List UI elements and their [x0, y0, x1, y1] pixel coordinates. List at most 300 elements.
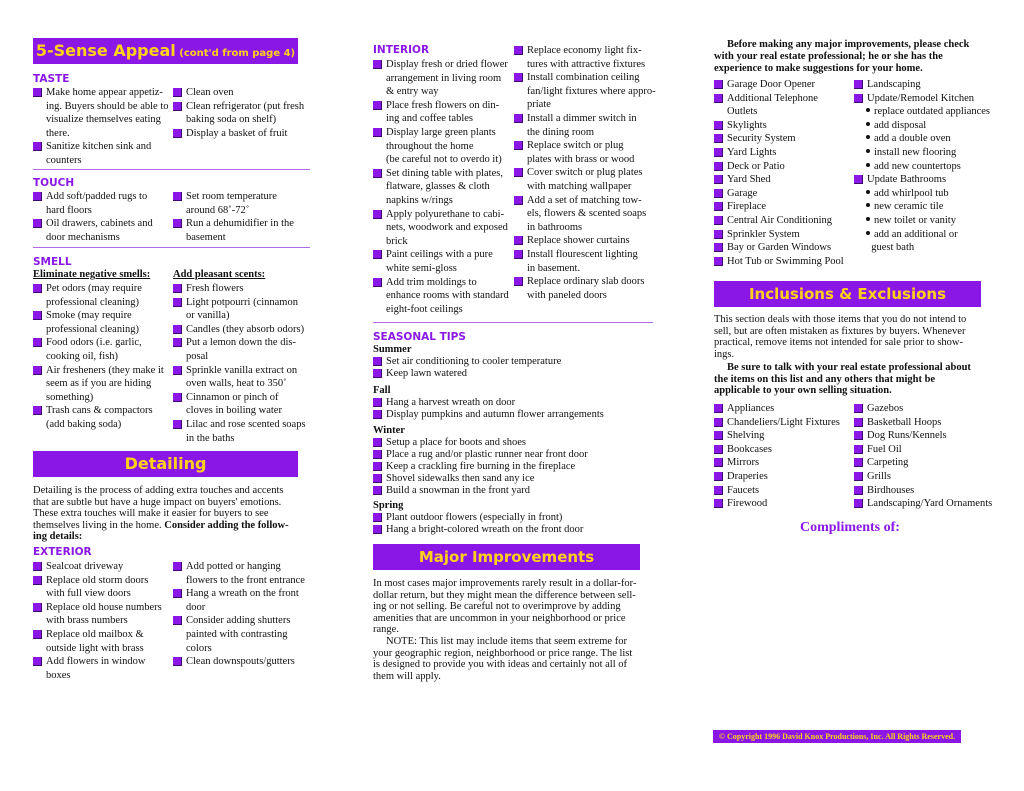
- checkbox-icon[interactable]: [173, 88, 182, 97]
- item-label: Build a snowman in the front yard: [386, 485, 531, 496]
- list-item[interactable]: [514, 248, 656, 275]
- compliments-label: Compliments of:: [800, 520, 900, 535]
- checkbox-icon[interactable]: [714, 243, 723, 252]
- list-item[interactable]: [373, 167, 515, 208]
- list-item[interactable]: [33, 655, 173, 682]
- item-label: Appliances: [727, 403, 775, 414]
- item-label: Light potpourri (cinnamon or vanilla): [186, 296, 298, 322]
- season-fall: Fall: [373, 385, 391, 396]
- item-label: Set air conditioning to cooler temperature: [386, 356, 562, 367]
- item-label: Sealcoat driveway: [46, 561, 124, 572]
- list-item[interactable]: [33, 309, 173, 336]
- item-label: Security System: [727, 133, 796, 145]
- checkbox-icon[interactable]: [714, 486, 723, 495]
- checkbox-icon[interactable]: [714, 202, 723, 211]
- list-item[interactable]: [514, 112, 656, 139]
- list-item[interactable]: [514, 234, 656, 248]
- list-item[interactable]: [173, 100, 313, 127]
- list-item[interactable]: [714, 78, 854, 92]
- list-item[interactable]: [854, 443, 1004, 457]
- checkbox-icon[interactable]: [854, 486, 863, 495]
- checkbox-icon[interactable]: [714, 121, 723, 130]
- list-item[interactable]: [854, 173, 994, 187]
- checkbox-icon[interactable]: [854, 418, 863, 427]
- checkbox-icon[interactable]: [714, 257, 723, 266]
- list-item[interactable]: [173, 587, 313, 614]
- item-label: Clean refrigerator (put fresh baking soda on shelf): [186, 100, 305, 126]
- checkbox-icon[interactable]: [854, 94, 863, 103]
- list-item[interactable]: [714, 429, 854, 443]
- list-item[interactable]: [33, 628, 173, 655]
- list-item[interactable]: [714, 456, 854, 470]
- list-item[interactable]: [33, 282, 173, 309]
- checkbox-icon[interactable]: [373, 398, 382, 407]
- checkbox-icon[interactable]: [33, 630, 42, 639]
- checkbox-icon[interactable]: [514, 196, 523, 205]
- list-item[interactable]: [173, 364, 313, 391]
- list-item[interactable]: [714, 132, 854, 146]
- item-label: Cover switch or plug plates with matching wallpaper: [527, 167, 643, 192]
- checkbox-icon[interactable]: [714, 216, 723, 225]
- list-item[interactable]: [33, 140, 173, 167]
- item-label: Replace old storm doors with full view doors: [46, 574, 149, 600]
- checkbox-icon[interactable]: [33, 142, 42, 151]
- list-item[interactable]: [714, 146, 854, 160]
- checkbox-icon[interactable]: [714, 418, 723, 427]
- intro-text: Before making any major improvements, please check: [727, 39, 970, 50]
- checkbox-icon[interactable]: [514, 168, 523, 177]
- item-label: Add potted or hanging flowers to the front entrance: [186, 561, 305, 586]
- item-label: Landscaping: [867, 79, 921, 90]
- list-item[interactable]: [373, 408, 653, 422]
- checkbox-icon[interactable]: [854, 431, 863, 440]
- checkbox-icon[interactable]: [714, 80, 723, 89]
- checkbox-icon[interactable]: [854, 404, 863, 413]
- item-label: Add trim moldings to enhance rooms with standard eight-foot ceilings: [386, 276, 509, 315]
- list-item[interactable]: [854, 429, 1004, 443]
- list-item[interactable]: [373, 523, 653, 537]
- section-divider: [33, 169, 310, 170]
- heading-smell: SMELL: [33, 256, 72, 268]
- list-item[interactable]: [173, 282, 313, 296]
- heading-touch: TOUCH: [33, 177, 75, 189]
- item-label: Faucets: [727, 484, 760, 496]
- checkbox-icon[interactable]: [514, 114, 523, 123]
- item-label: Clean oven: [186, 87, 234, 98]
- list-item[interactable]: [173, 296, 313, 323]
- list-item[interactable]: [33, 560, 173, 574]
- checkbox-icon[interactable]: [714, 162, 723, 171]
- item-label: Basketball Hoops: [867, 416, 942, 428]
- item-label: Keep lawn watered: [386, 368, 468, 379]
- copyright-notice: © Copyright 1996 David Knox Productions, Inc. All Rights Reserved.: [713, 730, 961, 743]
- item-label: Dog Runs/Kennels: [867, 430, 947, 442]
- item-label: Birdhouses: [867, 484, 915, 496]
- checkbox-icon[interactable]: [173, 325, 182, 334]
- item-label: Clean downspouts/gutters: [186, 656, 295, 668]
- checkbox-icon[interactable]: [373, 525, 382, 534]
- list-item[interactable]: [714, 241, 854, 255]
- list-item[interactable]: [33, 86, 173, 140]
- item-label: Lilac and rose scented soaps in the baths: [186, 419, 306, 444]
- list-item[interactable]: [514, 275, 656, 302]
- checkbox-icon[interactable]: [33, 192, 42, 201]
- major-paragraph: range.: [373, 624, 399, 636]
- list-item[interactable]: [714, 119, 854, 133]
- list-item[interactable]: [514, 139, 656, 166]
- list-item[interactable]: [714, 187, 854, 201]
- item-label: Grills: [867, 471, 891, 482]
- bullet-item: add disposal: [866, 119, 996, 133]
- checkbox-icon[interactable]: [373, 101, 382, 110]
- item-label: Apply polyurethane to cabi- nets, woodwork and exposed brick: [386, 208, 508, 247]
- list-item[interactable]: [714, 200, 854, 214]
- list-item[interactable]: [714, 402, 854, 416]
- checkbox-icon[interactable]: [33, 219, 42, 228]
- major-paragraph: amenities that are uncommon in your neighborhood or price: [373, 612, 626, 624]
- list-item[interactable]: [714, 160, 854, 174]
- checkbox-icon[interactable]: [373, 462, 382, 471]
- detailing-emphasis: Consider adding the follow-: [161, 519, 289, 531]
- item-label: Sprinkle vanilla extract on oven walls, heat to 350˚: [186, 364, 298, 390]
- item-label: Set room temperature around 68˚-72˚: [186, 191, 277, 216]
- checkbox-icon[interactable]: [33, 406, 42, 415]
- checkbox-icon[interactable]: [173, 129, 182, 138]
- item-label: Hang a wreath on the front door: [186, 588, 299, 613]
- checkbox-icon[interactable]: [714, 230, 723, 239]
- checkbox-icon[interactable]: [514, 141, 523, 150]
- checkbox-icon[interactable]: [714, 148, 723, 157]
- item-label: Fresh flowers: [186, 283, 244, 294]
- checkbox-icon[interactable]: [854, 499, 863, 508]
- list-item[interactable]: [714, 497, 854, 511]
- list-item[interactable]: [854, 416, 1004, 430]
- checkbox-icon[interactable]: [33, 366, 42, 375]
- list-item[interactable]: [854, 497, 1004, 511]
- checkbox-icon[interactable]: [714, 189, 723, 198]
- item-label: Hang a bright-colored wreath on the front door: [386, 524, 584, 535]
- list-item[interactable]: [173, 86, 313, 100]
- item-label: Install flourescent lighting in basement.: [527, 249, 638, 274]
- checkbox-icon[interactable]: [854, 445, 863, 454]
- list-item[interactable]: [33, 404, 173, 431]
- item-label: Gazebos: [867, 403, 904, 414]
- item-label: Keep a crackling fire burning in the fireplace: [386, 461, 576, 472]
- list-item[interactable]: [33, 336, 173, 363]
- item-label: Replace switch or plug plates with brass or wood: [527, 140, 635, 165]
- checkbox-icon[interactable]: [373, 210, 382, 219]
- checkbox-icon[interactable]: [33, 88, 42, 97]
- list-item[interactable]: [514, 194, 656, 235]
- item-label: Place a rug and/or plastic runner near front door: [386, 449, 588, 460]
- list-item[interactable]: [373, 248, 515, 275]
- checkbox-icon[interactable]: [514, 73, 523, 82]
- list-item[interactable]: [854, 92, 994, 106]
- checkbox-icon[interactable]: [33, 603, 42, 612]
- list-item[interactable]: [514, 44, 656, 71]
- checkbox-icon[interactable]: [173, 338, 182, 347]
- list-item[interactable]: [173, 655, 313, 669]
- list-item[interactable]: [373, 484, 653, 498]
- list-item[interactable]: [373, 276, 515, 317]
- item-label: Firewood: [727, 498, 768, 510]
- list-item[interactable]: [714, 214, 854, 228]
- checkbox-icon[interactable]: [173, 616, 182, 625]
- list-item[interactable]: [173, 217, 313, 244]
- major-paragraph: dollar return, but they might mean the difference between sell-: [373, 589, 636, 601]
- list-item[interactable]: [173, 323, 313, 337]
- list-item[interactable]: [714, 484, 854, 498]
- checkbox-icon[interactable]: [514, 236, 523, 245]
- item-label: Display pumpkins and autumn flower arrangements: [386, 409, 604, 420]
- list-item[interactable]: [514, 71, 656, 112]
- list-item[interactable]: [714, 416, 854, 430]
- checkbox-icon[interactable]: [173, 366, 182, 375]
- major-paragraph: your geographic region, neighborhood or price range. The list: [373, 647, 633, 659]
- item-label: Update Bathrooms: [867, 174, 947, 186]
- checkbox-icon[interactable]: [33, 657, 42, 666]
- checkbox-icon[interactable]: [373, 410, 382, 419]
- bullet-item: replace outdated appliances: [866, 105, 996, 119]
- checkbox-icon[interactable]: [173, 657, 182, 666]
- intro-text: with your real estate professional; he or she has the: [714, 51, 943, 62]
- smell-subheading-eliminate: Eliminate negative smells:: [33, 269, 151, 280]
- major-paragraph: them will apply.: [373, 670, 441, 682]
- item-label: Install combination ceiling fan/light fixtures where appro- priate: [527, 72, 656, 111]
- item-label: Trash cans & compactors (add baking soda): [46, 405, 153, 430]
- item-label: Replace old house numbers with brass numbers: [46, 601, 162, 627]
- detailing-paragraph: These extra touches will make it easier for buyers to see: [33, 508, 269, 520]
- season-winter: Winter: [373, 425, 405, 436]
- item-label: Additional Telephone Outlets: [727, 92, 818, 118]
- checkbox-icon[interactable]: [714, 431, 723, 440]
- checkbox-icon[interactable]: [854, 80, 863, 89]
- item-label: Fireplace: [727, 201, 767, 213]
- checkbox-icon[interactable]: [373, 450, 382, 459]
- item-label: Sprinkler System: [727, 228, 800, 240]
- checkbox-icon[interactable]: [714, 445, 723, 454]
- list-item[interactable]: [373, 126, 515, 167]
- checkbox-icon[interactable]: [714, 94, 723, 103]
- item-label: Consider adding shutters painted with contrasting colors: [186, 615, 291, 654]
- list-item[interactable]: [714, 228, 854, 242]
- item-label: Set dining table with plates, flatware, glasses & cloth napkins w/rings: [386, 167, 503, 206]
- checkbox-icon[interactable]: [33, 338, 42, 347]
- list-item[interactable]: [714, 92, 854, 119]
- list-item[interactable]: [854, 484, 1004, 498]
- list-item[interactable]: [714, 255, 854, 269]
- checkbox-icon[interactable]: [854, 175, 863, 184]
- checkbox-icon[interactable]: [714, 404, 723, 413]
- list-item[interactable]: [714, 443, 854, 457]
- list-item[interactable]: [714, 470, 854, 484]
- intro-text: experience to make suggestions for your home.: [714, 63, 923, 74]
- item-label: Shovel sidewalks then sand any ice: [386, 473, 535, 484]
- heading-seasonal-tips: SEASONAL TIPS: [373, 331, 466, 343]
- checkbox-icon[interactable]: [373, 357, 382, 366]
- checkbox-icon[interactable]: [173, 219, 182, 228]
- item-label: Add flowers in window boxes: [46, 656, 146, 681]
- list-item[interactable]: [514, 166, 656, 193]
- item-label: Replace old mailbox & outside light with brass: [46, 629, 144, 654]
- item-label: Mirrors: [727, 457, 760, 469]
- item-label: Hot Tub or Swimming Pool: [727, 255, 844, 267]
- item-label: Add soft/padded rugs to hard floors: [46, 191, 148, 216]
- banner-5-sense-appeal: 5-Sense Appeal (cont'd from page 4): [33, 38, 298, 64]
- checkbox-icon[interactable]: [173, 284, 182, 293]
- item-label: Plant outdoor flowers (especially in front): [386, 512, 563, 523]
- item-label: Draperies: [727, 471, 768, 482]
- list-item[interactable]: [373, 208, 515, 249]
- checkbox-icon[interactable]: [173, 393, 182, 402]
- checkbox-icon[interactable]: [373, 474, 382, 483]
- checkbox-icon[interactable]: [714, 175, 723, 184]
- inclusions-emphasis: the items on this list and any others that might be: [714, 373, 936, 385]
- list-item[interactable]: [33, 574, 173, 601]
- list-item[interactable]: [173, 391, 313, 418]
- detailing-paragraph: that are subtle but have a huge impact on buyers' emotions.: [33, 496, 282, 508]
- list-item[interactable]: [854, 402, 1004, 416]
- bullet-item: add a double oven: [866, 132, 996, 146]
- item-label: Air fresheners (they make it seem as if you are hiding something): [46, 364, 164, 403]
- item-label: Display fresh or dried flower arrangement in living room & entry way: [386, 59, 508, 98]
- checkbox-icon[interactable]: [514, 46, 523, 55]
- season-spring: Spring: [373, 500, 404, 511]
- item-label: Food odors (i.e. garlic, cooking oil, fish): [46, 337, 142, 362]
- item-label: Replace ordinary slab doors with paneled doors: [527, 276, 645, 301]
- list-item[interactable]: [854, 78, 994, 92]
- section-divider: [33, 247, 310, 248]
- checkbox-icon[interactable]: [173, 420, 182, 429]
- checkbox-icon[interactable]: [854, 472, 863, 481]
- banner-inclusions-exclusions: Inclusions & Exclusions: [714, 281, 981, 307]
- list-item[interactable]: [173, 336, 313, 363]
- section-divider: [373, 322, 653, 323]
- list-item[interactable]: [854, 470, 1004, 484]
- checkbox-icon[interactable]: [33, 576, 42, 585]
- checkbox-icon[interactable]: [514, 277, 523, 286]
- major-paragraph: In most cases major improvements rarely result in a dollar-for-: [373, 578, 637, 589]
- checkbox-icon[interactable]: [373, 250, 382, 259]
- item-label: Hang a harvest wreath on door: [386, 397, 516, 408]
- checkbox-icon[interactable]: [33, 284, 42, 293]
- checkbox-icon[interactable]: [373, 369, 382, 378]
- inclusions-paragraph: practical, remove items not intended for sale prior to show-: [714, 337, 964, 349]
- checkbox-icon[interactable]: [173, 589, 182, 598]
- bullet-item: install new flooring: [866, 146, 996, 160]
- item-label: Bay or Garden Windows: [727, 242, 832, 254]
- list-item[interactable]: [33, 364, 173, 405]
- smell-subheading-add: Add pleasant scents:: [173, 269, 266, 280]
- checkbox-icon[interactable]: [714, 458, 723, 467]
- checkbox-icon[interactable]: [854, 458, 863, 467]
- bullet-item: add new countertops: [866, 160, 996, 174]
- item-label: Sanitize kitchen sink and counters: [46, 141, 152, 166]
- item-label: Make home appear appetiz- ing. Buyers should be able to visualize themselves eating there.: [46, 87, 169, 139]
- list-item[interactable]: [33, 217, 173, 244]
- checkbox-icon[interactable]: [714, 134, 723, 143]
- list-item[interactable]: [173, 127, 313, 141]
- list-item[interactable]: [33, 601, 173, 628]
- item-label: Replace shower curtains: [527, 235, 630, 247]
- item-label: Update/Remodel Kitchen: [867, 92, 975, 104]
- item-label: Candles (they absorb odors): [186, 323, 305, 335]
- detailing-paragraph: themselves living in the home. Consider adding the follow-: [33, 519, 289, 531]
- checkbox-icon[interactable]: [373, 513, 382, 522]
- item-label: Chandeliers/Light Fixtures: [727, 416, 840, 428]
- item-label: Bookcases: [727, 443, 772, 455]
- checkbox-icon[interactable]: [33, 562, 42, 571]
- item-label: Garage: [727, 187, 758, 199]
- item-label: Add a set of matching tow- els, flowers & scented soaps in bathrooms: [527, 194, 647, 233]
- checkbox-icon[interactable]: [373, 169, 382, 178]
- checkbox-icon[interactable]: [714, 472, 723, 481]
- major-paragraph: is designed to provide you with ideas and certainly not all of: [373, 659, 627, 671]
- checkbox-icon[interactable]: [33, 311, 42, 320]
- checkbox-icon[interactable]: [173, 192, 182, 201]
- list-item[interactable]: [173, 418, 313, 445]
- item-label: Install a dimmer switch in the dining room: [527, 113, 637, 138]
- item-label: Pet odors (may require professional cleaning): [46, 283, 142, 308]
- item-label: Carpeting: [867, 457, 909, 469]
- checkbox-icon[interactable]: [373, 60, 382, 69]
- item-label: Central Air Conditioning: [727, 215, 832, 226]
- item-label: Paint ceilings with a pure white semi-gloss: [386, 249, 493, 274]
- item-label: Yard Shed: [727, 174, 771, 186]
- list-item[interactable]: [173, 190, 313, 217]
- inclusions-emphasis: Be sure to talk with your real estate professional about: [727, 362, 971, 373]
- checkbox-icon[interactable]: [373, 128, 382, 137]
- list-item[interactable]: [373, 367, 653, 381]
- heading-interior: INTERIOR: [373, 44, 430, 56]
- major-paragraph: NOTE: This list may include items that seem extreme for: [386, 636, 627, 647]
- inclusions-paragraph: ings.: [714, 348, 735, 360]
- list-item[interactable]: [854, 456, 1004, 470]
- item-label: Run a dehumidifier in the basement: [186, 218, 294, 243]
- heading-taste: TASTE: [33, 73, 70, 85]
- banner-detailing: Detailing: [33, 451, 298, 477]
- checkbox-icon[interactable]: [373, 486, 382, 495]
- bullet-item: add whirlpool tub: [866, 187, 996, 201]
- checkbox-icon[interactable]: [173, 102, 182, 111]
- list-item[interactable]: [173, 560, 313, 587]
- item-label: Replace economy light fix- tures with attractive fixtures: [527, 45, 646, 70]
- checkbox-icon[interactable]: [514, 250, 523, 259]
- list-item[interactable]: [714, 173, 854, 187]
- checkbox-icon[interactable]: [173, 298, 182, 307]
- item-label: Cinnamon or pinch of cloves in boiling water: [186, 391, 282, 417]
- item-label: Setup a place for boots and shoes: [386, 437, 526, 448]
- season-summer: Summer: [373, 344, 412, 355]
- item-label: Shelving: [727, 430, 765, 442]
- checkbox-icon[interactable]: [714, 499, 723, 508]
- checkbox-icon[interactable]: [173, 562, 182, 571]
- checkbox-icon[interactable]: [373, 438, 382, 447]
- item-label: Garage Door Opener: [727, 79, 816, 90]
- major-paragraph: ing or not selling. Be careful not to overimprove by adding: [373, 601, 621, 613]
- bullet-item: add an additional or guest bath: [866, 228, 958, 254]
- list-item[interactable]: [173, 614, 313, 655]
- item-label: Deck or Patio: [727, 160, 785, 172]
- item-label: Landscaping/Yard Ornaments: [867, 498, 993, 510]
- item-label: Display a basket of fruit: [186, 127, 288, 139]
- inclusions-paragraph: sell, but are often mistaken as fixtures by buyers. Whenever: [714, 325, 966, 337]
- detailing-paragraph: Detailing is the process of adding extra touches and accents: [33, 485, 284, 496]
- checkbox-icon[interactable]: [373, 278, 382, 287]
- list-item[interactable]: [373, 58, 515, 99]
- list-item[interactable]: [373, 99, 515, 126]
- list-item[interactable]: [33, 190, 173, 217]
